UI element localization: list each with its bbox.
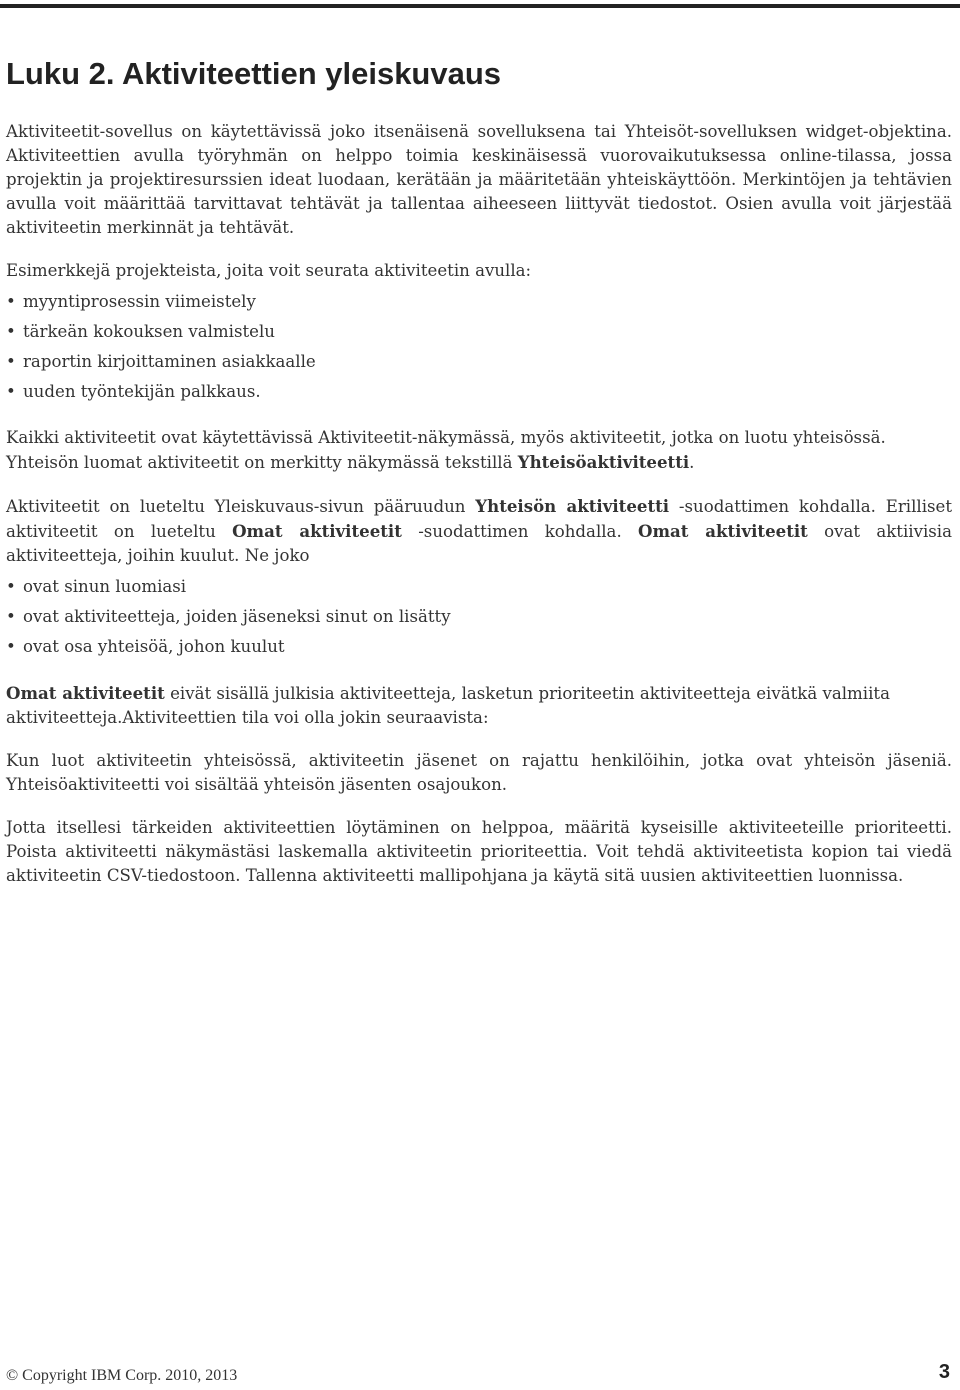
list-item: • ovat aktiviteetteja, joiden jäseneksi sinut on lisätty: [6, 602, 952, 632]
my-activities-filter-label: Omat aktiviteetit: [232, 521, 402, 541]
list-item: • ovat sinun luomiasi: [6, 572, 952, 602]
text-run: -suodattimen kohdalla. Erilliset aktiviteetit on lueteltu: [6, 497, 952, 541]
activity-states-paragraph: [6, 681, 952, 730]
text-run: -suodattimen kohdalla.: [401, 522, 639, 541]
main-content: [6, 120, 952, 907]
examples-intro: Esimerkkejä projekteista, joita voit seurata aktiviteetin avulla:: [6, 261, 532, 280]
community-activities-paragraph: [6, 426, 952, 475]
filters-paragraph: [6, 494, 952, 568]
own-activities-list: [6, 572, 952, 662]
examples-list: [6, 287, 952, 407]
text-run: Kaikki aktiviteetit ovat käytettävissä Aktiviteetit-näkymässä, myös aktiviteetit, jotka on luotu yhteisössä. Yhteisön luomat aktiviteetit on merkitty näkymässä tekstillä: [6, 428, 886, 472]
my-activities-label: Omat aktiviteetit: [6, 683, 165, 703]
priority-paragraph: Jotta itsellesi tärkeiden aktiviteettien löytäminen on helppoa, määritä kyseisille aktiviteeteille prioriteetti. Poista aktiviteetti näkymästäsi laskemalla aktiviteetin prioriteettia. Voit tehdä aktiviteetista kopion tai viedä aktiviteetin CSV-tiedostoon. Tallenna aktiviteetti mallipohjana ja käytä sitä uusien aktiviteettien luonnissa.: [6, 818, 952, 885]
my-activities-label: Omat aktiviteetit: [638, 521, 808, 541]
list-item: • uuden työntekijän palkkaus.: [6, 377, 952, 407]
community-activity-label: Yhteisöaktiviteetti: [517, 452, 690, 472]
community-members-paragraph: Kun luot aktiviteetin yhteisössä, aktiviteetin jäsenet on rajattu henkilöihin, jotka ovat yhteisön jäseniä. Yhteisöaktiviteetti voi sisältää yhteisön jäsenten osajoukon.: [6, 751, 952, 794]
text-run: .: [689, 453, 695, 472]
list-item: • ovat osa yhteisöä, johon kuulut: [6, 632, 952, 662]
text-run: eivät sisällä julkisia aktiviteetteja, lasketun prioriteetin aktiviteetteja eivätkä valmiita aktiviteetteja.Aktiviteettien tila voi olla jokin seuraavista:: [6, 684, 890, 727]
list-item: • raportin kirjoittaminen asiakkaalle: [6, 347, 952, 377]
list-item: • tärkeän kokouksen valmistelu: [6, 317, 952, 347]
text-run: ovat aktiivisia aktiviteetteja, joihin kuulut. Ne joko: [6, 522, 952, 565]
intro-paragraph: Aktiviteetit-sovellus on käytettävissä joko itsenäisenä sovelluksena tai Yhteisöt-sovelluksen widget-objektina. Aktiviteettien avulla työryhmän on helppo toimia keskinäisessä vuorovaikutuksessa online-tilassa, jossa projektin ja projektiresurssien ideat luodaan, kerätään ja määritetään yhteiskäyttöön. Merkintöjen ja tehtävien avulla voit määrittää tarvittavat tehtävät ja tallentaa aiheeseen liittyvät tiedostot. Osien avulla voit järjestää aktiviteetin merkinnät ja tehtävät.: [6, 122, 952, 237]
page-number: 3: [938, 1361, 950, 1383]
copyright-notice: © Copyright IBM Corp. 2010, 2013: [6, 1367, 238, 1384]
text-run: Aktiviteetit on lueteltu Yleiskuvaus-sivun pääruudun: [6, 497, 476, 516]
top-rule: [0, 4, 960, 8]
list-item: • myyntiprosessin viimeistely: [6, 287, 952, 317]
community-activities-filter-label: Yhteisön aktiviteetti: [475, 496, 670, 516]
page-title: Luku 2. Aktiviteettien yleiskuvaus: [6, 56, 502, 91]
